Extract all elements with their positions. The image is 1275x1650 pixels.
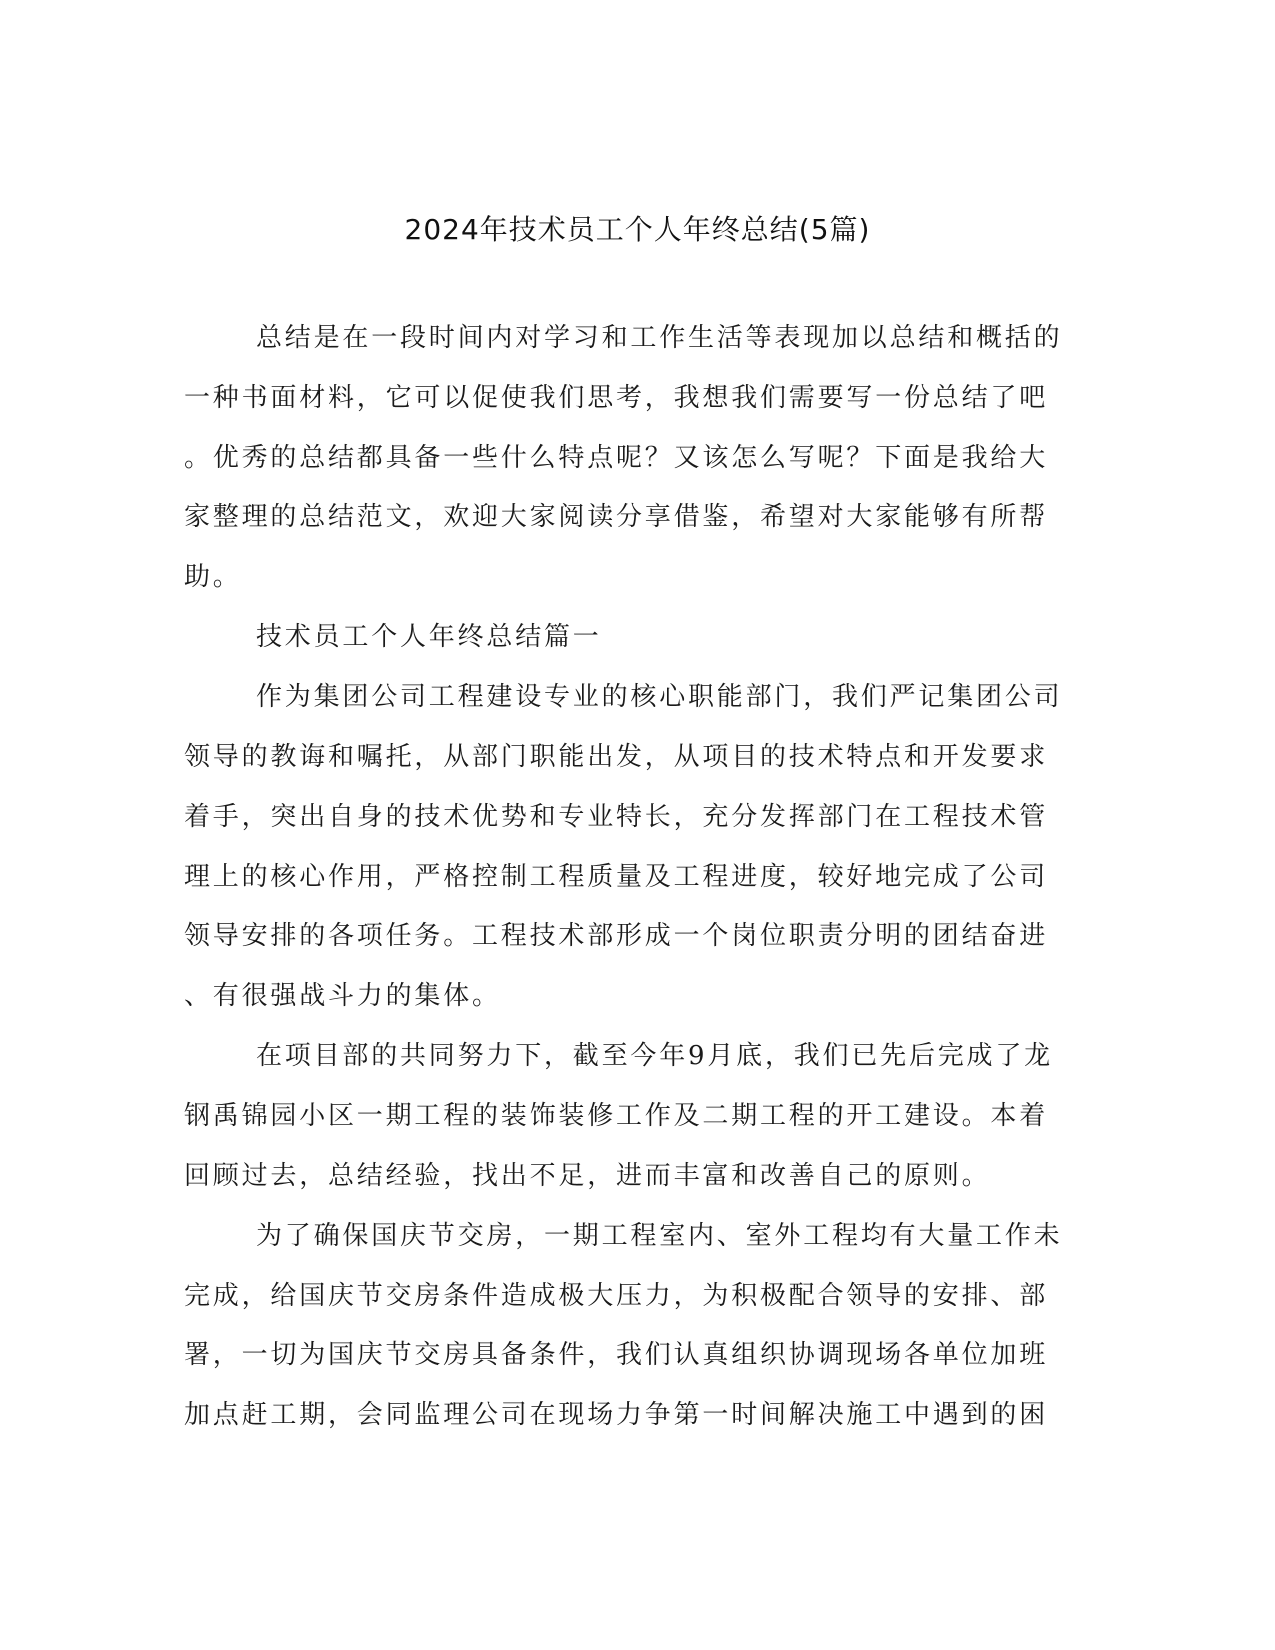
- para1-line-2: 领导的教诲和嘱托，从部门职能出发，从项目的技术特点和开发要求: [184, 742, 1049, 772]
- para3-line-4: 加点赶工期，会同监理公司在现场力争第一时间解决施工中遇到的困: [184, 1400, 1049, 1430]
- para2-line-2: 钢禹锦园小区一期工程的装饰装修工作及二期工程的开工建设。本着: [184, 1101, 1049, 1131]
- document-title: 2024年技术员工个人年终总结(5篇): [404, 213, 871, 246]
- para1-line-6: 、有很强战斗力的集体。: [184, 981, 501, 1011]
- intro-line-3: 。优秀的总结都具备一些什么特点呢？又该怎么写呢？下面是我给大: [184, 443, 1049, 473]
- para1-line-3: 着手，突出自身的技术优势和专业特长，充分发挥部门在工程技术管: [184, 802, 1049, 832]
- para2-line-3: 回顾过去，总结经验，找出不足，进而丰富和改善自己的原则。: [184, 1161, 991, 1191]
- para3-line-1: 为了确保国庆节交房，一期工程室内、室外工程均有大量工作未: [256, 1221, 1063, 1251]
- para1-line-1: 作为集团公司工程建设专业的核心职能部门，我们严记集团公司: [256, 682, 1063, 712]
- intro-line-5: 助。: [184, 562, 242, 592]
- intro-line-1: 总结是在一段时间内对学习和工作生活等表现加以总结和概括的: [256, 323, 1063, 353]
- para1-line-5: 领导安排的各项任务。工程技术部形成一个岗位职责分明的团结奋进: [184, 921, 1049, 951]
- intro-line-2: 一种书面材料，它可以促使我们思考，我想我们需要写一份总结了吧: [184, 383, 1049, 413]
- para3-line-2: 完成，给国庆节交房条件造成极大压力，为积极配合领导的安排、部: [184, 1281, 1049, 1311]
- section-heading: 技术员工个人年终总结篇一: [256, 622, 602, 652]
- para2-line-1: 在项目部的共同努力下，截至今年9月底，我们已先后完成了龙: [256, 1041, 1053, 1071]
- para1-line-4: 理上的核心作用，严格控制工程质量及工程进度，较好地完成了公司: [184, 862, 1049, 892]
- intro-line-4: 家整理的总结范文，欢迎大家阅读分享借鉴，希望对大家能够有所帮: [184, 502, 1049, 532]
- para3-line-3: 署，一切为国庆节交房具备条件，我们认真组织协调现场各单位加班: [184, 1340, 1049, 1370]
